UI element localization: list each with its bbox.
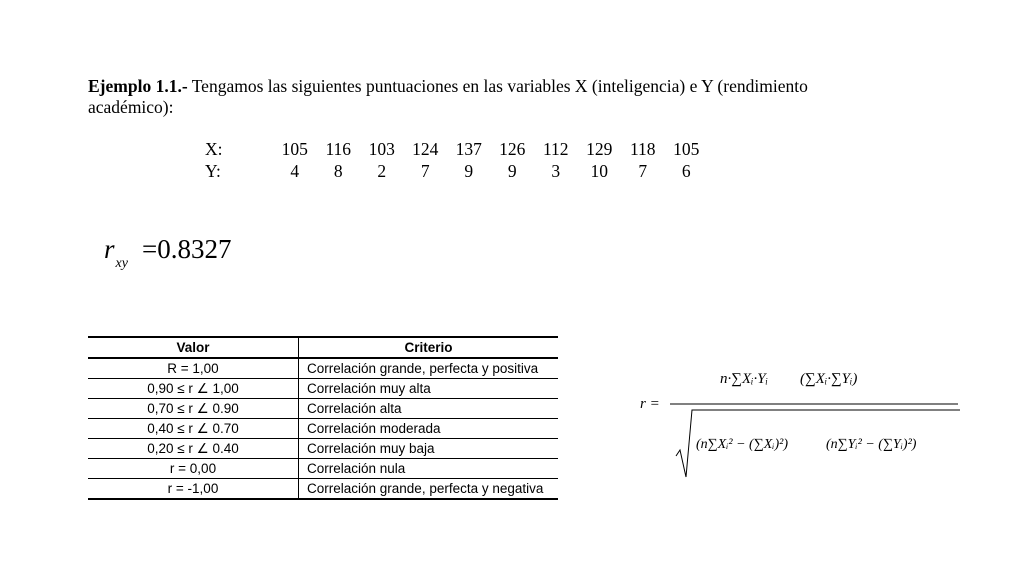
formula-lhs: r =	[640, 396, 660, 412]
y-value: 9	[507, 160, 517, 181]
criteria-row	[88, 479, 558, 500]
criteria-value: 0,70 ≤ r ∠ 0.90	[88, 399, 299, 419]
y-row	[205, 160, 708, 182]
criteria-row	[88, 459, 558, 479]
example-intro	[88, 76, 808, 118]
criteria-description: Correlación muy baja	[299, 439, 559, 459]
y-value: 7	[420, 160, 430, 181]
example-label: Ejemplo 1.1.-	[88, 76, 188, 96]
x-value: 137	[455, 138, 482, 159]
criteria-value: r = 0,00	[88, 459, 299, 479]
formula-denominator-b: (n∑Yᵢ² − (∑Yᵢ)²)	[826, 437, 917, 452]
criteria-value: 0,40 ≤ r ∠ 0.70	[88, 419, 299, 439]
x-value: 118	[629, 138, 656, 159]
criteria-description: Correlación alta	[299, 399, 559, 419]
x-value: 105	[281, 138, 308, 159]
correlation-equals: =	[141, 234, 158, 264]
y-value: 10	[590, 160, 608, 181]
correlation-symbol: r	[104, 234, 115, 264]
example-text: Tengamos las siguientes puntuaciones en las variables X (inteligencia) e Y (rendimiento académico):	[88, 76, 808, 117]
x-value: 124	[412, 138, 439, 159]
criteria-row	[88, 419, 558, 439]
y-value: 3	[551, 160, 561, 181]
criteria-row	[88, 379, 558, 399]
y-value: 6	[681, 160, 691, 181]
y-value: 4	[290, 160, 300, 181]
x-label: X:	[205, 138, 223, 159]
criteria-header-row	[88, 337, 558, 358]
y-value: 9	[464, 160, 474, 181]
correlation-subscript: xy	[115, 256, 128, 271]
criteria-value: r = -1,00	[88, 479, 299, 500]
pearson-formula	[640, 352, 970, 482]
x-value: 129	[586, 138, 613, 159]
formula-numerator-a: n·∑Xᵢ·Yᵢ	[720, 371, 768, 387]
correlation-result	[104, 234, 232, 271]
y-value: 7	[638, 160, 648, 181]
y-value: 8	[333, 160, 343, 181]
x-row	[205, 138, 708, 160]
x-value: 116	[325, 138, 352, 159]
criteria-description: Correlación moderada	[299, 419, 559, 439]
header-criterio: Criterio	[299, 337, 559, 358]
criteria-row	[88, 439, 558, 459]
criteria-description: Correlación nula	[299, 459, 559, 479]
formula-numerator-b: (∑Xᵢ·∑Yᵢ)	[800, 371, 858, 387]
x-value: 103	[368, 138, 395, 159]
y-label: Y:	[205, 160, 221, 181]
x-value: 112	[542, 138, 569, 159]
criteria-value: 0,20 ≤ r ∠ 0.40	[88, 439, 299, 459]
criteria-description: Correlación grande, perfecta y negativa	[299, 479, 559, 500]
x-value: 126	[499, 138, 526, 159]
criteria-row	[88, 358, 558, 379]
header-valor: Valor	[88, 337, 299, 358]
criteria-description: Correlación grande, perfecta y positiva	[299, 358, 559, 379]
correlation-value: 0.8327	[157, 234, 232, 264]
criteria-row	[88, 399, 558, 419]
criteria-table	[88, 336, 558, 500]
x-value: 105	[673, 138, 700, 159]
y-value: 2	[377, 160, 387, 181]
criteria-value: R = 1,00	[88, 358, 299, 379]
formula-denominator-a: (n∑Xᵢ² − (∑Xᵢ)²)	[696, 437, 788, 452]
criteria-description: Correlación muy alta	[299, 379, 559, 399]
scores-table	[205, 138, 708, 182]
criteria-value: 0,90 ≤ r ∠ 1,00	[88, 379, 299, 399]
